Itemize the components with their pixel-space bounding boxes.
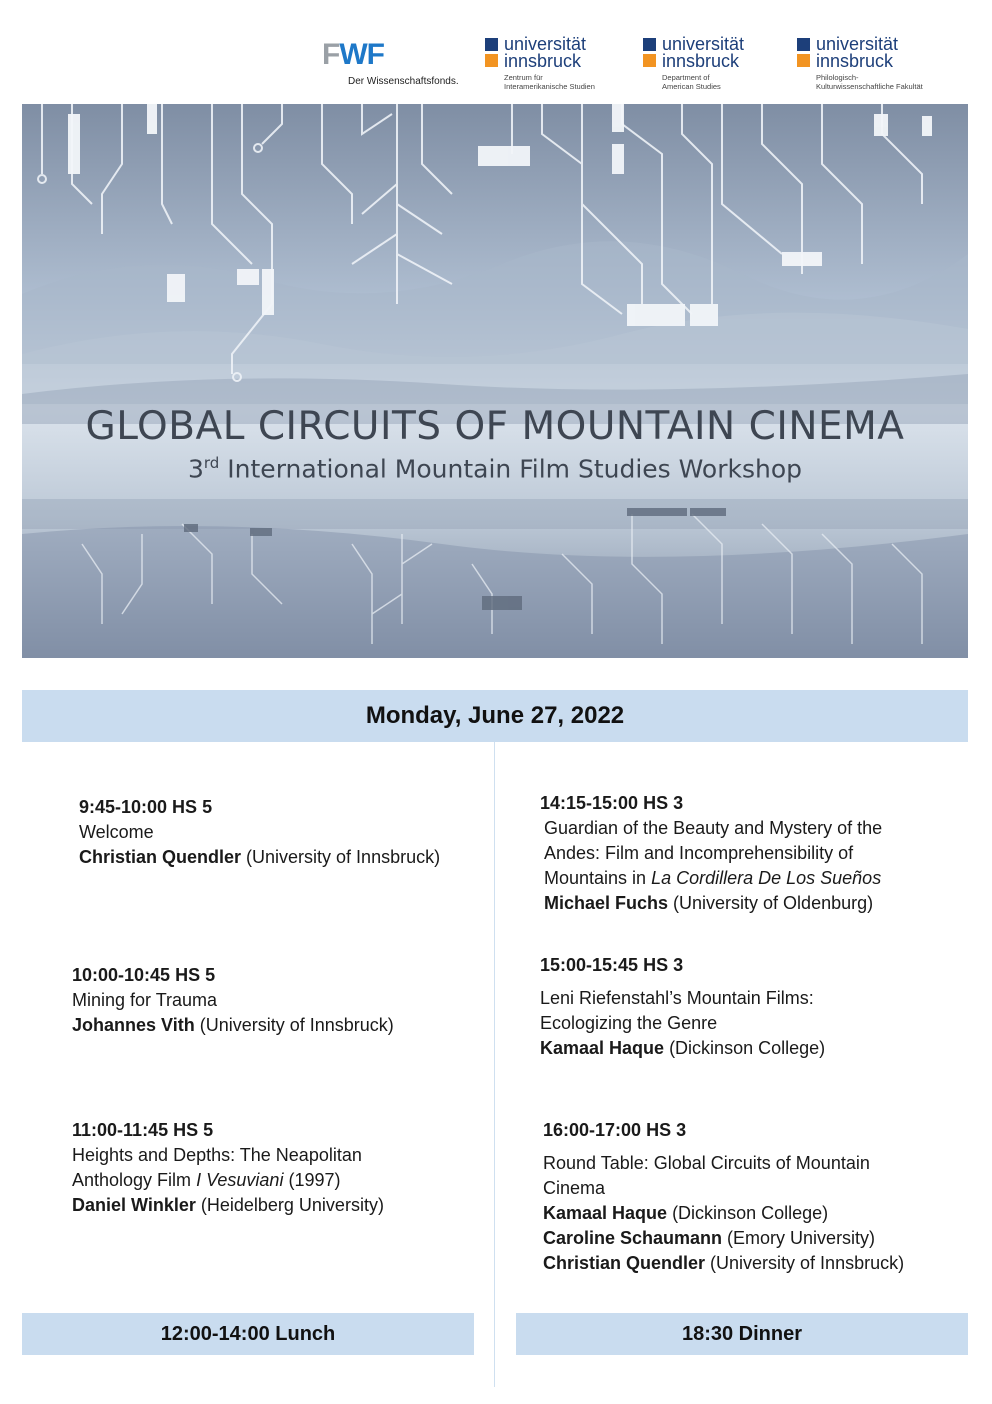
- session-speaker: Kamaal Haque (Dickinson College): [543, 1203, 829, 1223]
- session-welcome: [79, 795, 440, 870]
- uni-squares-icon: [797, 36, 810, 91]
- session-title: Mining for Trauma: [72, 990, 218, 1010]
- fwf-logo-mark: FWF: [322, 38, 384, 71]
- session-speaker: Christian Quendler (University of Innsbruck): [79, 847, 441, 867]
- uni-logo-faculty: universität innsbruck Philologisch- Kulturwissenschaftliche Fakultät: [797, 36, 923, 91]
- session-speaker: Kamaal Haque (Dickinson College): [540, 1038, 826, 1058]
- session-speaker: Daniel Winkler (Heidelberg University): [72, 1195, 384, 1215]
- fwf-subtitle: Der Wissenschaftsfonds.: [348, 76, 459, 87]
- column-divider: [494, 742, 495, 1387]
- session-title-line2: Anthology Film I Vesuviani (1997): [72, 1170, 341, 1190]
- circuit-mountain-illustration: [22, 104, 968, 658]
- session-riefenstahl: [540, 953, 825, 1061]
- event-subtitle: 3rd International Mountain Film Studies Workshop: [188, 454, 802, 484]
- session-time: 10:00-10:45 HS 5: [72, 965, 216, 985]
- session-title: Guardian of the Beauty and Mystery of the: [544, 818, 883, 838]
- session-title: Heights and Depths: The Neapolitan: [72, 1145, 362, 1165]
- session-title-line3: Mountains in La Cordillera De Los Sueños: [544, 868, 882, 888]
- session-guardian-of-beauty: [540, 791, 882, 916]
- session-speaker: Johannes Vith (University of Innsbruck): [72, 1015, 394, 1035]
- session-speaker: Christian Quendler (University of Innsbruck): [543, 1253, 905, 1273]
- session-time: 11:00-11:45 HS 5: [72, 1120, 214, 1140]
- session-title-line2: Ecologizing the Genre: [540, 1013, 718, 1033]
- session-round-table: [543, 1118, 904, 1276]
- session-title: Round Table: Global Circuits of Mountain: [543, 1153, 870, 1173]
- session-title-line2: Andes: Film and Incomprehensibility of: [544, 843, 854, 863]
- session-time: 9:45-10:00 HS 5: [79, 797, 213, 817]
- session-speaker: Michael Fuchs (University of Oldenburg): [544, 893, 874, 913]
- banner-image: [22, 104, 968, 658]
- event-title: GLOBAL CIRCUITS OF MOUNTAIN CINEMA: [85, 404, 905, 449]
- uni-squares-icon: [643, 36, 656, 91]
- session-title-line2: Cinema: [543, 1178, 606, 1198]
- dinner-bar: 18:30 Dinner: [516, 1313, 968, 1355]
- session-time: 15:00-15:45 HS 3: [540, 955, 684, 975]
- lunch-bar: 12:00-14:00 Lunch: [22, 1313, 474, 1355]
- session-title: Welcome: [79, 822, 154, 842]
- fwf-logo: [322, 40, 459, 87]
- uni-logo-american-studies: universität innsbruck Department of American Studies: [643, 36, 744, 91]
- session-heights-and-depths: [72, 1118, 384, 1218]
- session-speaker: Caroline Schaumann (Emory University): [543, 1228, 876, 1248]
- session-title: Leni Riefenstahl’s Mountain Films:: [540, 988, 814, 1008]
- session-time: 14:15-15:00 HS 3: [540, 793, 684, 813]
- day-header: Monday, June 27, 2022: [22, 690, 968, 742]
- session-mining-for-trauma: [72, 963, 394, 1038]
- uni-squares-icon: [485, 36, 498, 91]
- uni-logo-interamerican: universität innsbruck Zentrum für Interamerikanische Studien: [485, 36, 595, 91]
- session-time: 16:00-17:00 HS 3: [543, 1120, 687, 1140]
